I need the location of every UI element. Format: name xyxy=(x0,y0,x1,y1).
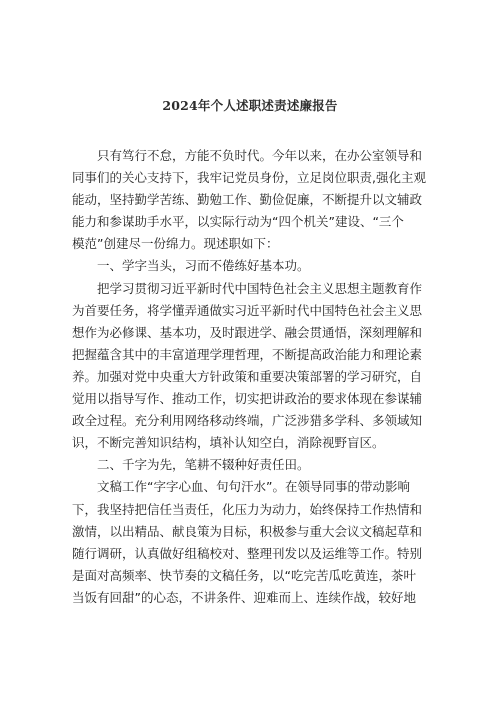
paragraph-line: 为首要任务，将学懂弄通做实习近平新时代中国特色社会主义思 xyxy=(72,302,423,318)
paragraph-line: 是面对高频率、快节奏的文稿任务，以“吃完苦瓜吃黄连，茶叶 xyxy=(72,567,416,583)
paragraph-line: 同事们的关心支持下，我牢记党员身份，立足岗位职责,强化主观 xyxy=(72,170,426,186)
paragraph-line: 随行调研，认真做好组稿校对、整理刊发以及运维等工作。特别 xyxy=(72,545,423,561)
paragraph-line: 下，我坚持把信任当责任，化压力为动力，始终保持工作热情和 xyxy=(72,501,423,517)
paragraph-line: 把握蕴含其中的丰富道理学理哲理，不断提高政治能力和理论素 xyxy=(72,346,423,362)
paragraph-line: 模范”创建尽一份绵力。现述职如下： xyxy=(72,236,279,252)
document-title: 2024年个人述职述责述廉报告 xyxy=(162,98,338,113)
paragraph-line: 养。加强对党中央重大方针政策和重要决策部署的学习研究，自 xyxy=(72,368,423,384)
paragraph-line: 识，不断完善知识结构，填补认知空白，消除视野盲区。 xyxy=(72,435,385,451)
document-body xyxy=(72,145,430,609)
section-heading: 一、学字当头，习而不倦练好基本功。 xyxy=(97,258,310,274)
paragraph-line: 把学习贯彻习近平新时代中国特色社会主义思想主题教育作 xyxy=(97,280,423,296)
paragraph-line: 只有笃行不怠，方能不负时代。今年以来，在办公室领导和 xyxy=(97,148,423,163)
paragraph-line: 激情，以出精品、献良策为目标，积极参与重大会议文稿起草和 xyxy=(72,523,423,539)
paragraph-line: 文稿工作“字字心血、句句汗水”。在领导同事的带动影响 xyxy=(97,479,410,495)
paragraph-line: 想作为必修课、基本功，及时跟进学、融会贯通悟，深刻理解和 xyxy=(72,324,423,340)
paragraph-line: 觉用以指导写作、推动工作，切实把讲政治的要求体现在参谋辅 xyxy=(72,391,423,407)
paragraph-line: 政全过程。充分利用网络移动终端，广泛涉猎多学科、多领域知 xyxy=(72,413,423,429)
paragraph-line: 能力和参谋助手水平，以实际行动为“四个机关”建设、“三个 xyxy=(72,214,404,230)
section-heading: 二、千字为先，笔耕不辍种好责任田。 xyxy=(97,457,310,473)
paragraph-line: 能动，坚持勤学苦练、勤勉工作、勤俭促廉，不断提升以文辅政 xyxy=(72,192,423,208)
paragraph-line: 当饭有回甜”的心态，不讲条件、迎难而上、连续作战，较好地 xyxy=(72,589,416,605)
